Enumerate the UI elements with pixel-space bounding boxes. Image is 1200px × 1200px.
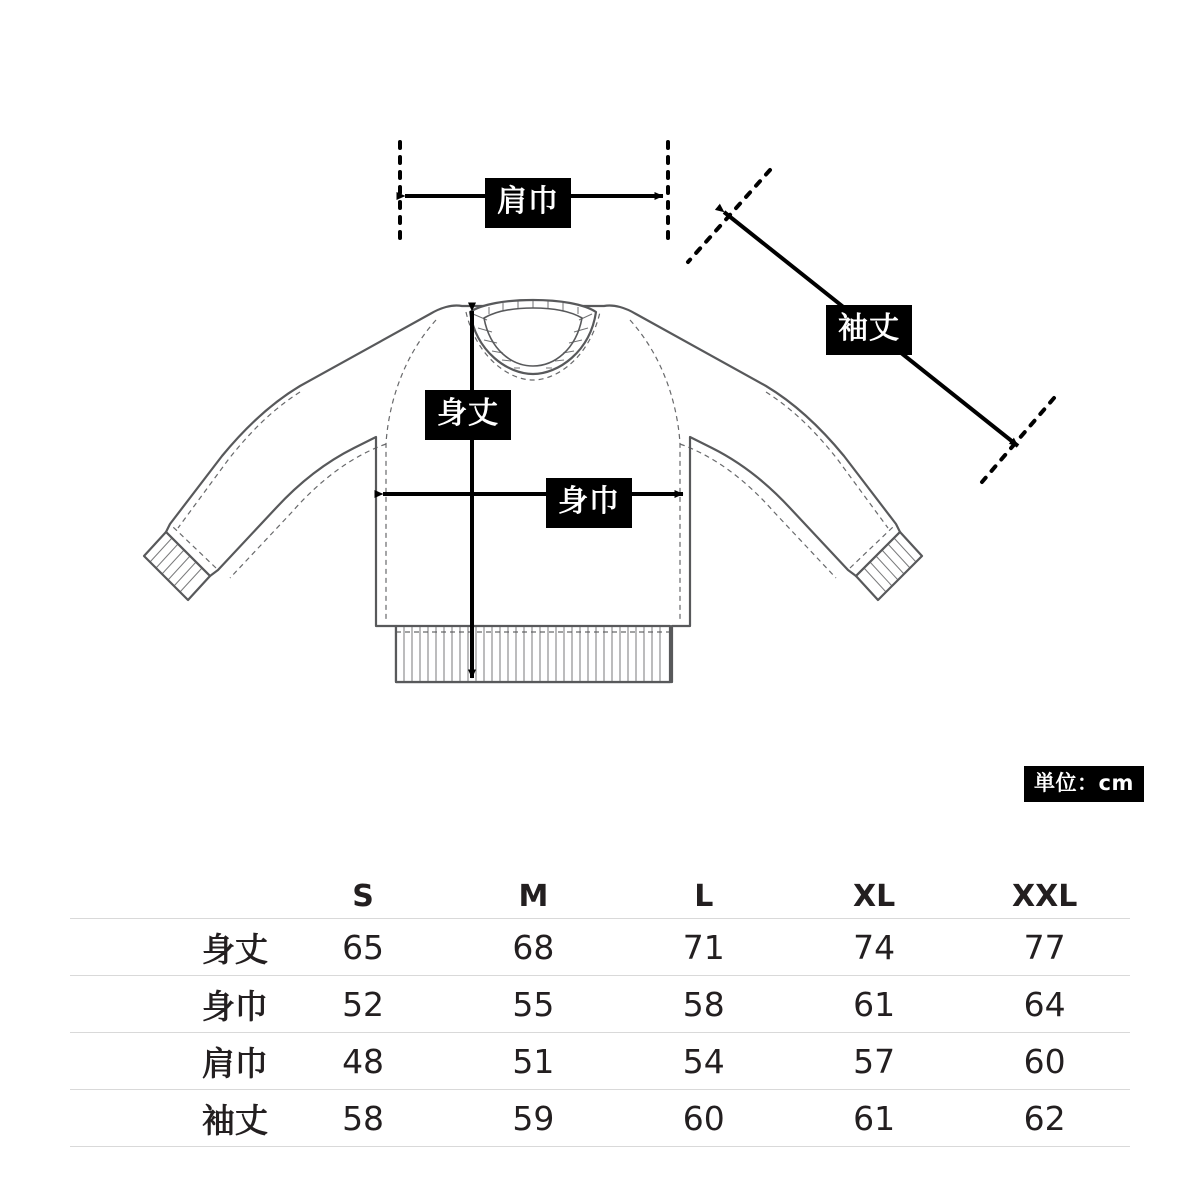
row-label-sleeve-length: 袖丈 [201,1100,268,1140]
unit-label: 単位：cm [1024,766,1144,802]
table-header-row [70,862,1130,919]
column-header-xxl: XXL [1011,879,1078,914]
garment-outline [144,300,922,682]
table-row [70,1033,1130,1090]
cell-body-length-xl: 74 [853,927,896,967]
table-corner-cell [70,862,278,919]
cell-shoulder-width-s: 48 [342,1041,385,1081]
row-label-shoulder-width: 肩巾 [201,1043,268,1083]
cell-shoulder-width-xxl: 60 [1023,1041,1066,1081]
column-header-s: S [352,879,374,914]
sleeve-length-label: 袖丈 [826,305,912,355]
table-row [70,976,1130,1033]
table-row [70,919,1130,976]
row-label-body-length: 身丈 [201,929,268,969]
cell-sleeve-length-m: 59 [512,1098,555,1138]
cell-body-width-s: 52 [342,984,385,1024]
shoulder-width-label: 肩巾 [485,178,571,228]
cell-body-width-xxl: 64 [1023,984,1066,1024]
cell-shoulder-width-l: 54 [682,1041,725,1081]
cell-body-width-m: 55 [512,984,555,1024]
body-length-label: 身丈 [425,390,511,440]
row-label-body-width: 身巾 [201,986,268,1026]
column-header-l: L [694,879,714,914]
cell-shoulder-width-xl: 57 [853,1041,896,1081]
cell-body-length-m: 68 [512,927,555,967]
size-table [70,862,1130,1147]
cell-body-width-l: 58 [682,984,725,1024]
cell-sleeve-length-xxl: 62 [1023,1098,1066,1138]
column-header-m: M [518,879,549,914]
column-header-xl: XL [853,879,896,914]
cell-body-length-xxl: 77 [1023,927,1066,967]
cell-body-length-l: 71 [682,927,725,967]
body-width-label: 身巾 [546,478,632,528]
cell-body-width-xl: 61 [853,984,896,1024]
cell-sleeve-length-s: 58 [342,1098,385,1138]
table-row [70,1090,1130,1147]
cell-body-length-s: 65 [342,927,385,967]
cell-sleeve-length-l: 60 [682,1098,725,1138]
cell-sleeve-length-xl: 61 [853,1098,896,1138]
cell-shoulder-width-m: 51 [512,1041,555,1081]
